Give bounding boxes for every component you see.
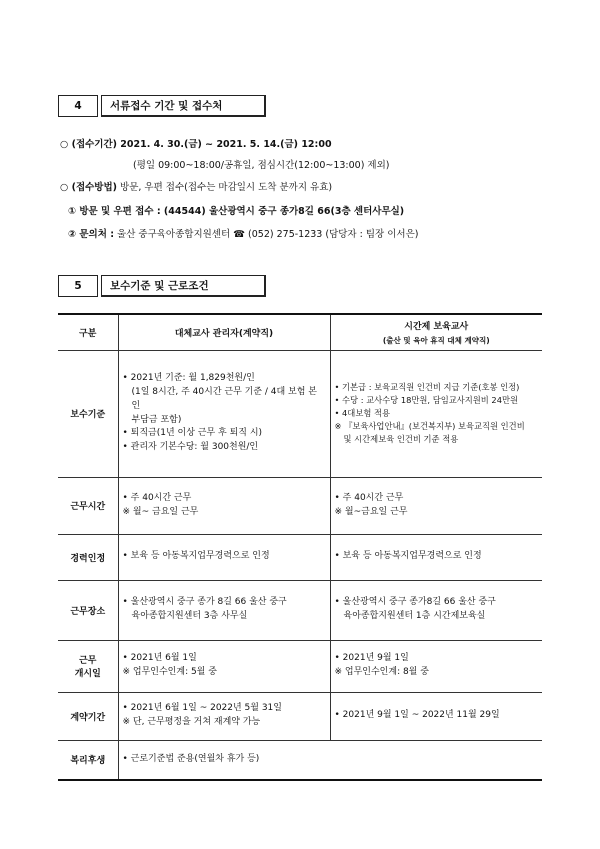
hours-teacher [330,477,542,534]
reception-period: ○ (접수기간) 2021. 4. 30.(금) ~ 2021. 5. 14.(금) 12:00 [60,139,332,150]
header-parttime-sub: (출산 및 육아 휴직 대체 계약직) [382,335,490,345]
cell-line: ※ 업무인수인계: 8월 중 [334,667,429,677]
hours-manager [118,477,330,534]
section-5-header [58,275,266,297]
table-row [58,692,542,740]
header-category: 구분 [58,314,118,350]
cell-line: 및 시간제보육 인건비 기준 적용 [343,433,459,444]
cell-line: • 2021년 기준: 월 1,829천원/인 [122,372,255,383]
cell-line: • 보육 등 아동복지업무경력으로 인정 [334,551,482,562]
table-header-row [58,314,542,350]
cell-line: • 울산광역시 중구 종가 8길 66 울산 중구 [122,597,287,608]
contract-teacher [330,692,542,740]
label-line: 개시일 [74,669,101,679]
cell-line: ※ 단, 근무평정을 거쳐 재계약 가능 [122,717,261,727]
reception-period-note: (평일 09:00~18:00/공휴일, 점심시간(12:00~13:00) 제외) [133,160,390,171]
cell-line: • 수당 : 교사수당 18만원, 담임교사지원비 24만원 [334,395,519,406]
section-4-number: 4 [58,95,98,117]
cell-line: • 주 40시간 근무 [122,492,192,503]
cell-line: • 2021년 6월 1일 ~ 2022년 5월 31일 [122,703,282,714]
reception-method-label: ○ (접수방법) [60,182,117,193]
row-label-hours: 근무시간 [58,477,118,534]
table-row [58,350,542,477]
visit-mail-address: ① 방문 및 우편 접수 : (44544) 울산광역시 중구 종가8길 66(3층 센터사무실) [68,206,405,217]
cell-line: ※ 월~ 금요일 근무 [122,506,199,517]
row-label-career: 경력인정 [58,534,118,580]
cell-line: 부담금 포함) [131,414,182,425]
cell-line: • 2021년 9월 1일 ~ 2022년 11월 29일 [334,710,500,721]
cell-line: ※ 『보육사업안내』(보건복지부) 보육교직원 인건비 [334,420,525,431]
section-4-title: 서류접수 기간 및 접수처 [101,95,266,117]
table-row [58,640,542,692]
cell-line: • 4대보험 적용 [334,408,391,419]
header-parttime-teacher [330,314,542,350]
career-teacher [330,534,542,580]
table-row [58,534,542,580]
reception-method [60,179,332,193]
row-label-welfare: 복리후생 [58,740,118,780]
section-5-title: 보수기준 및 근로조건 [101,275,266,297]
section-4-header [58,95,266,117]
cell-line: • 보육 등 아동복지업무경력으로 인정 [122,551,270,562]
cell-line: • 울산광역시 중구 종가8길 66 울산 중구 [334,597,496,608]
table-row [58,477,542,534]
salary-teacher [330,350,542,477]
cell-line: • 주 40시간 근무 [334,492,404,503]
cell-line: • 2021년 6월 1일 [122,653,197,664]
location-teacher [330,580,542,640]
row-label-location: 근무장소 [58,580,118,640]
cell-line: 육아종합지원센터 1층 시간제보육실 [343,611,486,621]
cell-line: • 근로기준법 준용(연월차 휴가 등) [122,753,260,764]
start-date-teacher [330,640,542,692]
table-row [58,580,542,640]
table-row [58,740,542,780]
contact-label: ② 문의처 : [68,229,114,240]
reception-method-text: 방문, 우편 접수(접수는 마감일시 도착 분까지 유효) [117,182,333,193]
cell-line: ※ 월~금요일 근무 [334,506,408,517]
location-manager [118,580,330,640]
row-label-contract: 계약기간 [58,692,118,740]
salary-manager [118,350,330,477]
career-manager [118,534,330,580]
header-parttime-title: 시간제 보육교사 [404,321,469,332]
section-5-number: 5 [58,275,98,297]
cell-line: ※ 업무인수인계: 5월 중 [122,667,217,677]
cell-line: 육아종합지원센터 3층 사무실 [131,611,248,621]
contact-info [68,226,418,240]
cell-line: • 관리자 기본수당: 월 300천원/인 [122,442,259,453]
conditions-table [58,313,542,781]
cell-line: (1일 8시간, 주 40시간 근무 기준 / 4대 보험 본인 [131,386,317,411]
cell-line: • 기본급 : 보육교직원 인건비 지급 기준(호봉 인정) [334,382,520,393]
start-date-manager [118,640,330,692]
label-line: 근무 [79,656,97,666]
header-substitute-manager: 대체교사 관리자(계약직) [118,314,330,350]
welfare-all [118,740,542,780]
row-label-start-date [58,640,118,692]
contact-text: 울산 중구육아종합지원센터 ☎ (052) 275-1233 (담당자 : 팀장 이서은) [114,229,419,240]
contract-manager [118,692,330,740]
row-label-salary: 보수기준 [58,350,118,477]
cell-line: • 퇴직금(1년 이상 근무 후 퇴직 시) [122,428,263,439]
cell-line: • 2021년 9월 1일 [334,653,409,664]
